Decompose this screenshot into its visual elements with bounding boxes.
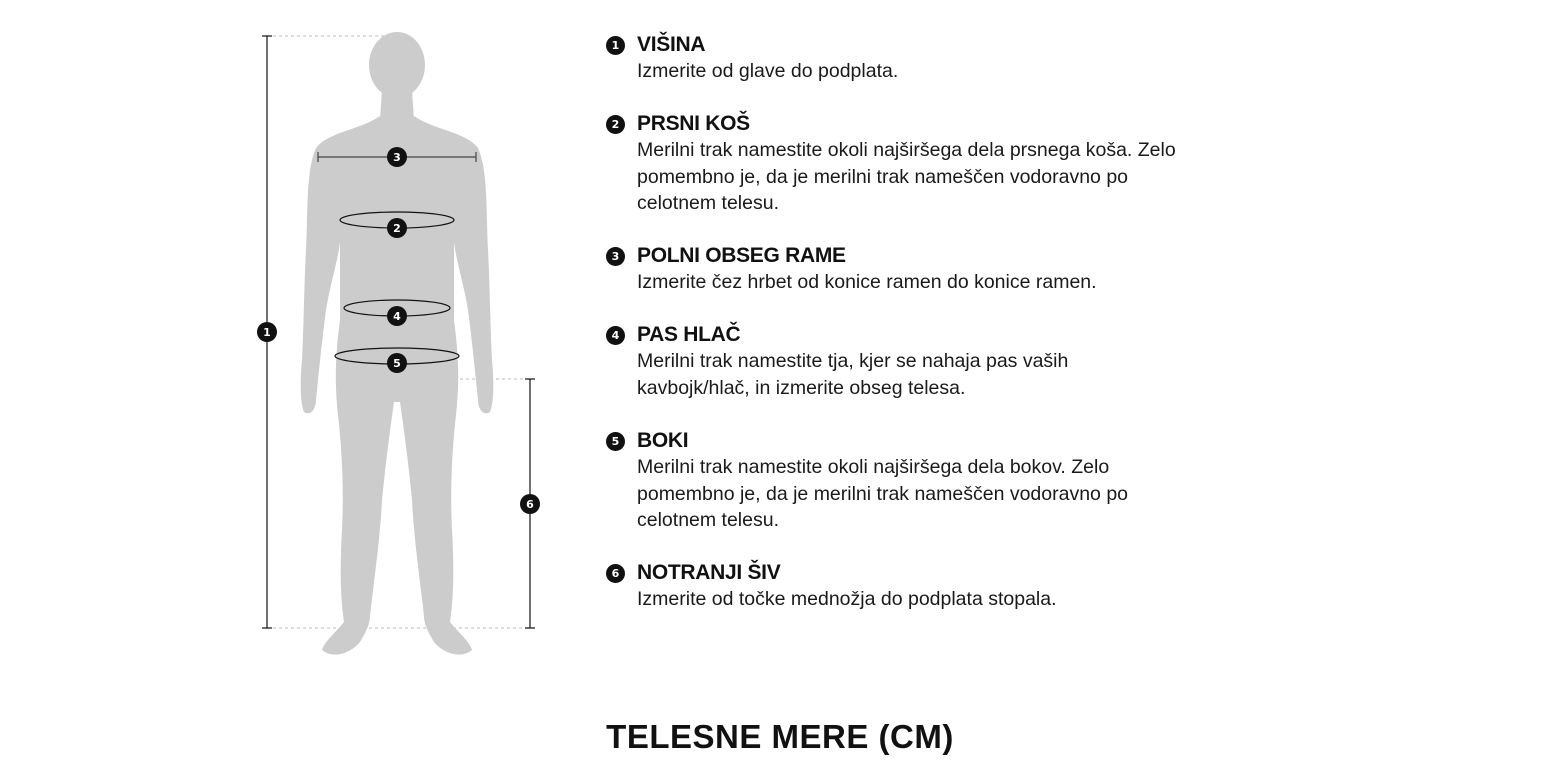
measurement-item-waist [604, 321, 1177, 401]
svg-text:4: 4 [393, 310, 401, 323]
measurement-title: NOTRANJI ŠIV [637, 561, 781, 584]
measurement-description: Izmerite od glave do podplata. [637, 60, 899, 82]
marker-chest [387, 218, 407, 238]
measurement-description: Izmerite od točke mednožja do podplata stopala. [637, 588, 1057, 610]
marker-height [257, 322, 277, 342]
svg-text:1: 1 [263, 326, 271, 339]
measurement-description: Merilni trak namestite tja, kjer se nahaja pas vaših kavbojk/hlač, in izmerite obseg telesa. [637, 350, 1069, 399]
measurement-title: VIŠINA [637, 33, 706, 56]
svg-text:3: 3 [393, 151, 401, 164]
number-badge: 4 [606, 326, 625, 345]
measurement-title: POLNI OBSEG RAME [637, 244, 846, 267]
number-badge: 2 [606, 115, 625, 134]
svg-text:5: 5 [393, 357, 401, 370]
measurement-title: PAS HLAČ [637, 323, 741, 346]
measurement-item-chest [604, 110, 1177, 217]
number-badge: 5 [606, 432, 625, 451]
measurement-description: Merilni trak namestite okoli najširšega dela bokov. Zelo pomembno je, da je merilni trak nameščen vodoravno po celotnem telesu. [637, 456, 1129, 531]
measurement-item-height [604, 31, 1177, 85]
number-badge: 1 [606, 36, 625, 55]
body-measurements-heading: TELESNE MERE (CM) [606, 718, 954, 755]
svg-text:2: 2 [393, 222, 401, 235]
svg-text:6: 6 [526, 498, 534, 511]
measurement-title: PRSNI KOŠ [637, 112, 750, 135]
measurement-item-inseam [604, 559, 1177, 613]
marker-hips [387, 353, 407, 373]
marker-shoulders [387, 147, 407, 167]
human-silhouette [301, 32, 494, 655]
body-silhouette-svg [230, 20, 570, 680]
number-badge: 3 [606, 247, 625, 266]
measurement-description: Izmerite čez hrbet od konice ramen do konice ramen. [637, 271, 1097, 293]
measurement-title: BOKI [637, 429, 689, 452]
body-diagram [230, 20, 570, 680]
measurement-item-shoulders [604, 242, 1177, 296]
marker-inseam [520, 494, 540, 514]
measurement-description: Merilni trak namestite okoli najširšega dela prsnega koša. Zelo pomembno je, da je merilni trak nameščen vodoravno po celotnem telesu. [637, 139, 1176, 214]
measurement-item-hips [604, 427, 1177, 534]
number-badge: 6 [606, 564, 625, 583]
marker-waist [387, 306, 407, 326]
